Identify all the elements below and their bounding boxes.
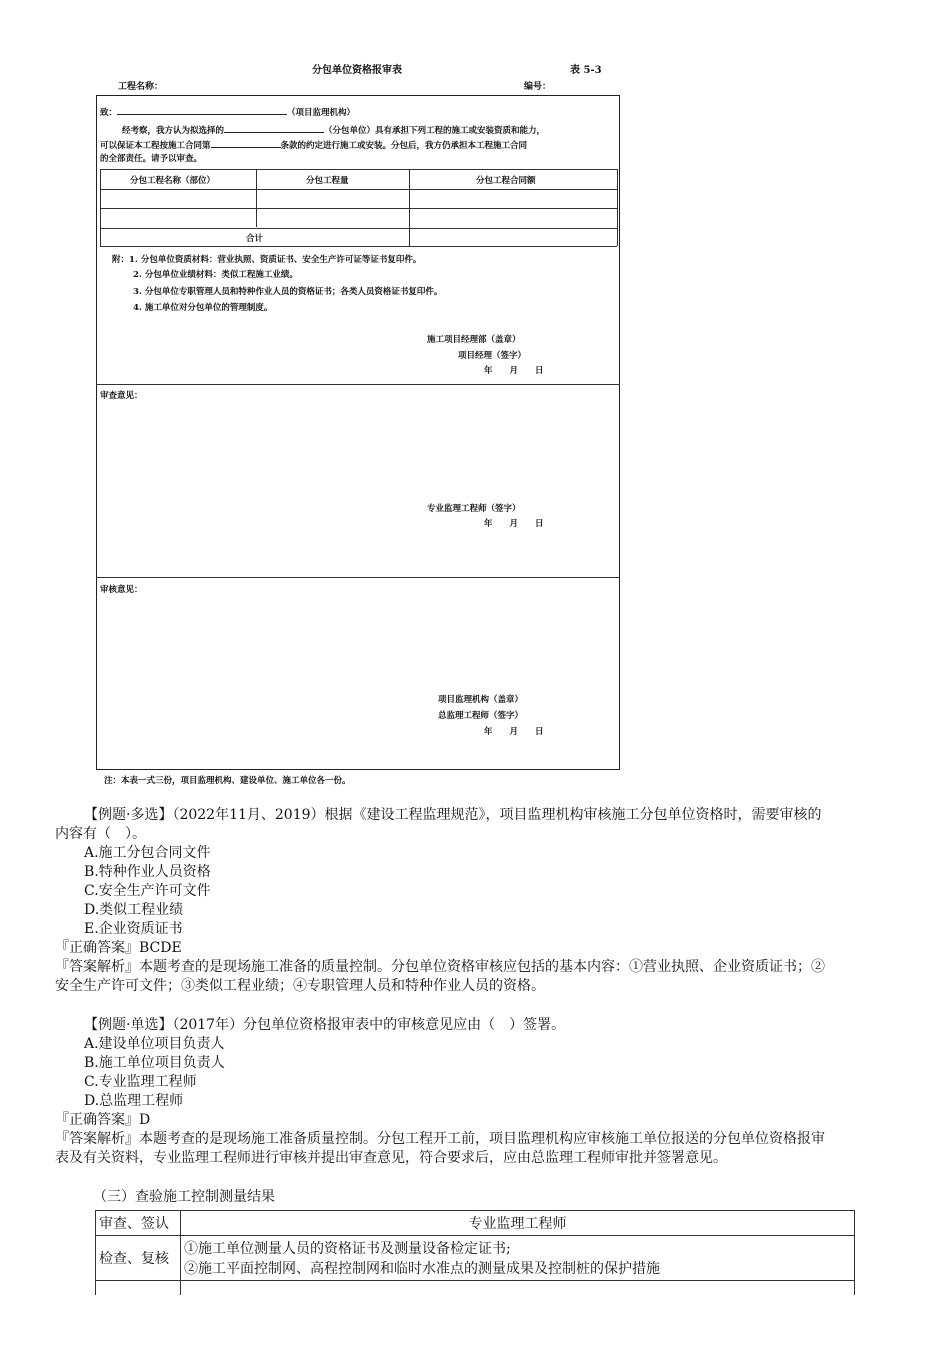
form-sign2-date: 年 月 日 <box>484 519 544 529</box>
form-attachment-1: 附：1. 分包单位资质材料：营业执照、资质证书、安全生产许可证等证书复印件。 <box>112 255 422 265</box>
form-attachment-4: 4. 施工单位对分包单位的管理制度。 <box>133 303 273 313</box>
form-audit-label: 审核意见： <box>100 585 143 595</box>
form-note: 注：本表一式三份，项目监理机构、建设单位、施工单位各一份。 <box>104 776 351 786</box>
form-total-label: 合计 <box>246 234 264 244</box>
q2-option-a: A.建设单位项目负责人 <box>84 1036 225 1052</box>
form-line1-b: （分包单位）具有承担下列工程的施工或安装资质和能力， <box>324 126 546 136</box>
form-col-header-2: 分包工程合同额 <box>476 176 536 186</box>
q1-option-a: A.施工分包合同文件 <box>84 845 211 861</box>
form-sign1-date: 年 月 日 <box>484 366 544 376</box>
q2-stem: 【例题·单选】（2017年）分包单位资格报审表中的审核意见应由（ ）签署。 <box>84 1017 566 1033</box>
q1-option-e: E.企业资质证书 <box>84 921 183 937</box>
form-sign3-date: 年 月 日 <box>484 727 544 737</box>
table-row <box>96 1236 855 1281</box>
row1-label: 审查、签认 <box>96 1211 181 1236</box>
q1-stem-line1: 【例题·多选】（2022年11月、2019）根据《建设工程监理规范》，项目监理机构审核施工分包单位资格时，需要审核的 <box>84 807 822 823</box>
form-to-prefix: 致： <box>100 108 118 118</box>
form-table-no: 表 5-3 <box>570 65 602 76</box>
form-attachment-2: 2. 分包单位业绩材料：类似工程施工业绩。 <box>133 270 298 280</box>
form-line3: 的全部责任。请予以审查。 <box>100 154 203 164</box>
q1-option-d: D.类似工程业绩 <box>84 902 184 918</box>
q1-answer: 『正确答案』BCDE <box>55 940 182 956</box>
form-sign1-dept: 施工项目经理部（盖章） <box>427 335 521 345</box>
form-line1-a: 经考察，我方认为拟选择的 <box>122 126 225 136</box>
form-project-name-label: 工程名称： <box>118 82 164 92</box>
table-row <box>96 1211 855 1236</box>
q1-option-c: C.安全生产许可文件 <box>84 883 211 899</box>
table-row <box>96 1281 855 1296</box>
form-sign2-engineer: 专业监理工程师（签字） <box>427 504 521 514</box>
form-attachment-3: 3. 分包单位专职管理人员和特种作业人员的资格证书；各类人员资格证书复印件。 <box>133 287 443 297</box>
form-review-label: 审查意见： <box>100 391 143 401</box>
q2-option-b: B.施工单位项目负责人 <box>84 1055 225 1071</box>
form-box <box>96 95 620 770</box>
form-title: 分包单位资格报审表 <box>312 65 402 76</box>
row2-line2: ②施工平面控制网、高程控制网和临时水准点的测量成果及控制桩的保护措施 <box>184 1261 660 1277</box>
q1-stem-line2: 内容有（ ）。 <box>55 826 146 842</box>
q2-analysis-line2: 表及有关资料，专业监理工程师进行审核并提出审查意见，符合要求后，应由总监理工程师审批并签署意见。 <box>55 1150 727 1166</box>
q2-option-c: C.专业监理工程师 <box>84 1074 197 1090</box>
q2-answer: 『正确答案』D <box>55 1112 151 1128</box>
q2-option-d: D.总监理工程师 <box>84 1093 184 1109</box>
form-line2-b: 条款的约定进行施工或安装。分包后，我方仍承担本工程施工合同 <box>280 141 528 151</box>
q1-analysis-line1: 『答案解析』本题考查的是现场施工准备的质量控制。分包单位资格审核应包括的基本内容：①营业执照、企业资质证书；② <box>55 959 825 975</box>
row1-value: 专业监理工程师 <box>181 1211 855 1236</box>
section-heading: （三）查验施工控制测量结果 <box>93 1189 275 1205</box>
row2-line1: ①施工单位测量人员的资格证书及测量设备检定证书; <box>184 1241 511 1257</box>
q1-option-b: B.特种作业人员资格 <box>84 864 211 880</box>
form-col-header-1: 分包工程量 <box>306 176 349 186</box>
q1-analysis-line2: 安全生产许可文件；③类似工程业绩；④专职管理人员和特种作业人员的资格。 <box>55 978 545 994</box>
form-sign3-chief: 总监理工程师（签字） <box>438 711 524 721</box>
row2-label: 检查、复核 <box>96 1236 181 1281</box>
form-number-label: 编号： <box>524 82 552 92</box>
q2-analysis-line1: 『答案解析』本题考查的是现场施工准备质量控制。分包工程开工前，项目监理机构应审核施工单位报送的分包单位资格报审 <box>55 1131 825 1147</box>
form-sign3-org: 项目监理机构（盖章） <box>438 695 524 705</box>
form-col-header-0: 分包工程名称（部位） <box>130 176 216 186</box>
form-line2-a: 可以保证本工程按施工合同第 <box>100 141 211 151</box>
form-to-org: （项目监理机构） <box>287 108 356 118</box>
control-survey-table <box>95 1210 855 1295</box>
form-sign1-manager: 项目经理（签字） <box>458 351 527 361</box>
